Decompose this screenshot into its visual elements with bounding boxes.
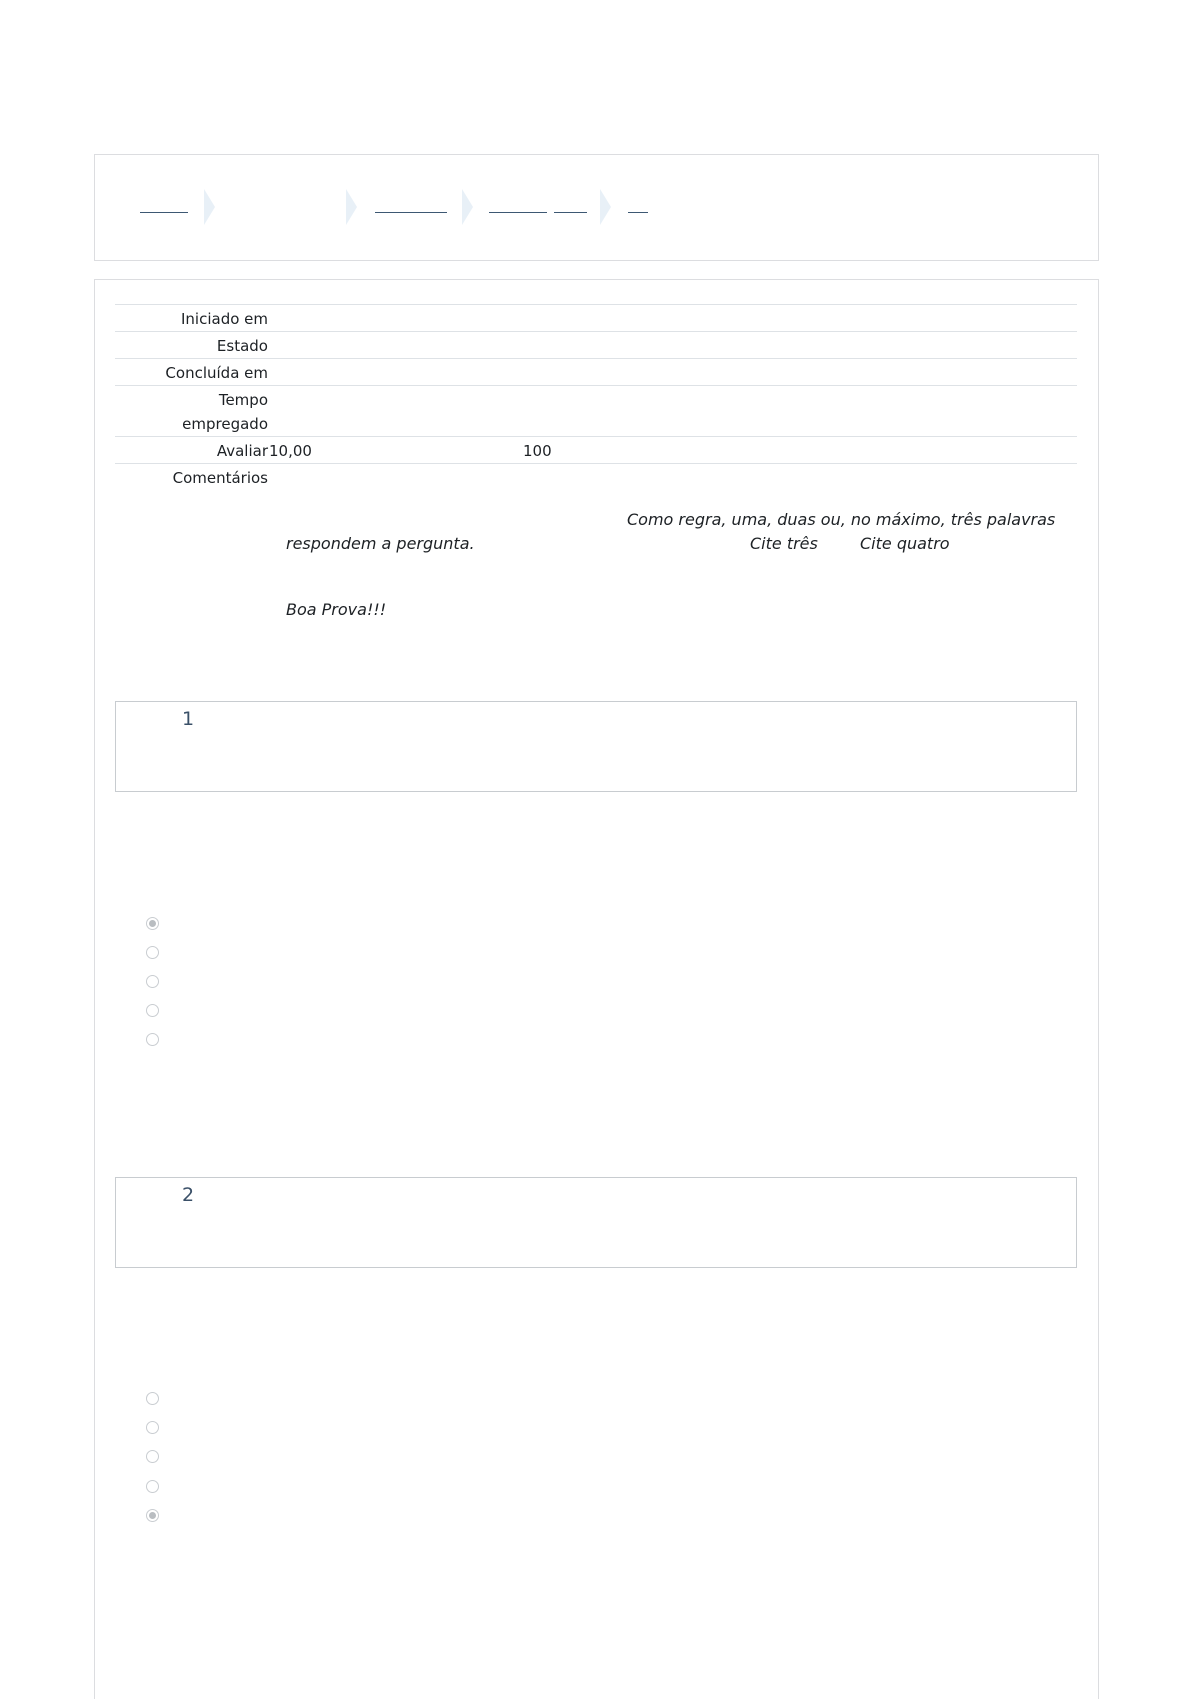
question-number: 1 xyxy=(182,708,195,730)
feedback-line-2-mid: Cite três xyxy=(750,534,818,553)
time-label-line2: empregado xyxy=(182,415,268,433)
summary-row-grade xyxy=(115,436,1077,464)
grade-label: Avaliar xyxy=(216,442,268,460)
question-1-option-a[interactable] xyxy=(146,917,159,930)
summary-row-completed xyxy=(115,358,1077,386)
question-2-option-a[interactable] xyxy=(146,1392,159,1405)
question-1-option-e[interactable] xyxy=(146,1033,159,1046)
grade-value: 10,00 xyxy=(269,442,312,460)
question-1-option-b[interactable] xyxy=(146,946,159,959)
completed-label: Concluída em xyxy=(165,364,268,382)
breadcrumb-separator-icon xyxy=(462,189,473,225)
question-2-option-b[interactable] xyxy=(146,1421,159,1434)
feedback-closing: Boa Prova!!! xyxy=(286,600,387,619)
feedback-line-1: Como regra, uma, duas ou, no máximo, três palavras xyxy=(627,510,1056,529)
breadcrumb-link-3[interactable] xyxy=(489,212,547,213)
question-1-option-d[interactable] xyxy=(146,1004,159,1017)
summary-row-started xyxy=(115,304,1077,332)
summary-row-time xyxy=(115,385,1077,437)
feedback-line-2-start: respondem a pergunta. xyxy=(286,534,475,553)
started-label: Iniciado em xyxy=(180,310,268,328)
grade-max: 100 xyxy=(523,442,552,460)
breadcrumb-link-2[interactable] xyxy=(375,212,447,213)
summary-row-comments xyxy=(115,463,1077,491)
comments-label: Comentários xyxy=(172,469,268,487)
question-1-option-c[interactable] xyxy=(146,975,159,988)
question-2-option-e[interactable] xyxy=(146,1509,159,1522)
breadcrumb-link-5[interactable] xyxy=(628,212,648,213)
question-2-option-d[interactable] xyxy=(146,1480,159,1493)
breadcrumb-separator-icon xyxy=(204,189,215,225)
question-2-option-c[interactable] xyxy=(146,1450,159,1463)
breadcrumb-link-1[interactable] xyxy=(140,212,188,213)
question-1-info xyxy=(115,701,1077,792)
question-number: 2 xyxy=(182,1184,195,1206)
time-label-line1: Tempo xyxy=(218,391,268,409)
question-2-info xyxy=(115,1177,1077,1268)
breadcrumb-separator-icon xyxy=(346,189,357,225)
state-label: Estado xyxy=(216,337,268,355)
breadcrumb-separator-icon xyxy=(600,189,611,225)
summary-row-state xyxy=(115,331,1077,359)
breadcrumb-link-4[interactable] xyxy=(554,212,587,213)
breadcrumb xyxy=(94,154,1099,261)
feedback-line-2-end: Cite quatro xyxy=(860,534,950,553)
quiz-review-region xyxy=(94,279,1099,1699)
